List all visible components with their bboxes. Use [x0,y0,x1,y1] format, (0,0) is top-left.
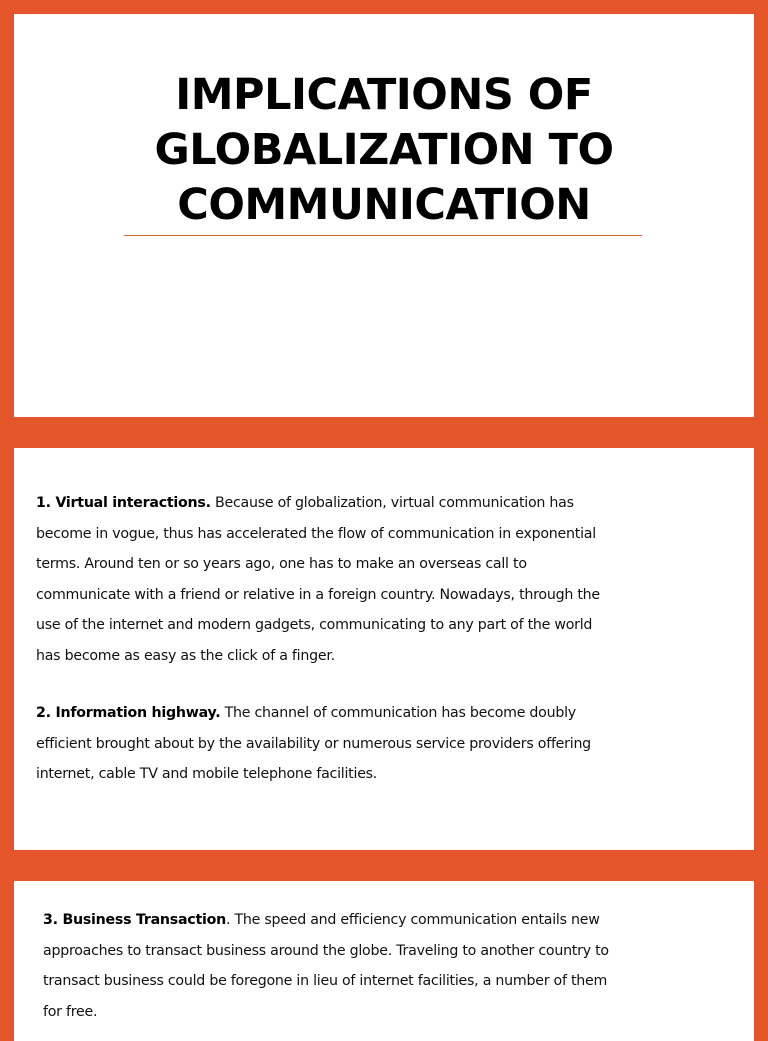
title-line: COMMUNICATION [177,180,591,230]
paragraph-line: approaches to transact business around the globe. Traveling to another country to [43,942,609,959]
content-slide-2 [14,881,754,1041]
paragraph-line: The channel of communication has become doubly [224,705,576,721]
paragraph-heading: 2. Information highway. [36,705,221,721]
slide-title [14,68,754,233]
paragraph-heading: 1. Virtual interactions. [36,495,211,511]
paragraph-information-highway [36,698,716,790]
paragraph-line: use of the internet and modern gadgets, communicating to any part of the world [36,617,593,633]
title-line: IMPLICATIONS OF [175,70,593,120]
paragraph-virtual-interactions [36,488,716,671]
paragraph-line: for free. [43,1003,98,1020]
paragraph-line: transact business could be foregone in lieu of internet facilities, a number of them [43,973,608,989]
paragraph-line: . The speed and efficiency communication entails new [225,912,600,928]
content-slide-1 [14,448,754,850]
title-line: GLOBALIZATION TO [154,125,614,175]
paragraph-line: internet, cable TV and mobile telephone facilities. [36,766,378,782]
paragraph-business-transaction [43,905,723,1027]
paragraph-line: communicate with a friend or relative in a foreign country. Nowadays, through the [36,586,600,603]
paragraph-heading: 3. Business Transaction [43,912,226,928]
title-underline [124,235,642,236]
paragraph-line: terms. Around ten or so years ago, one has to make an overseas call to [36,556,527,572]
title-slide [14,14,754,417]
paragraph-line: has become as easy as the click of a finger. [36,647,335,664]
paragraph-line: become in vogue, thus has accelerated the flow of communication in exponential [36,525,596,542]
paragraph-line: efficient brought about by the availability or numerous service providers offering [36,735,591,752]
paragraph-line: Because of globalization, virtual communication has [215,495,574,511]
